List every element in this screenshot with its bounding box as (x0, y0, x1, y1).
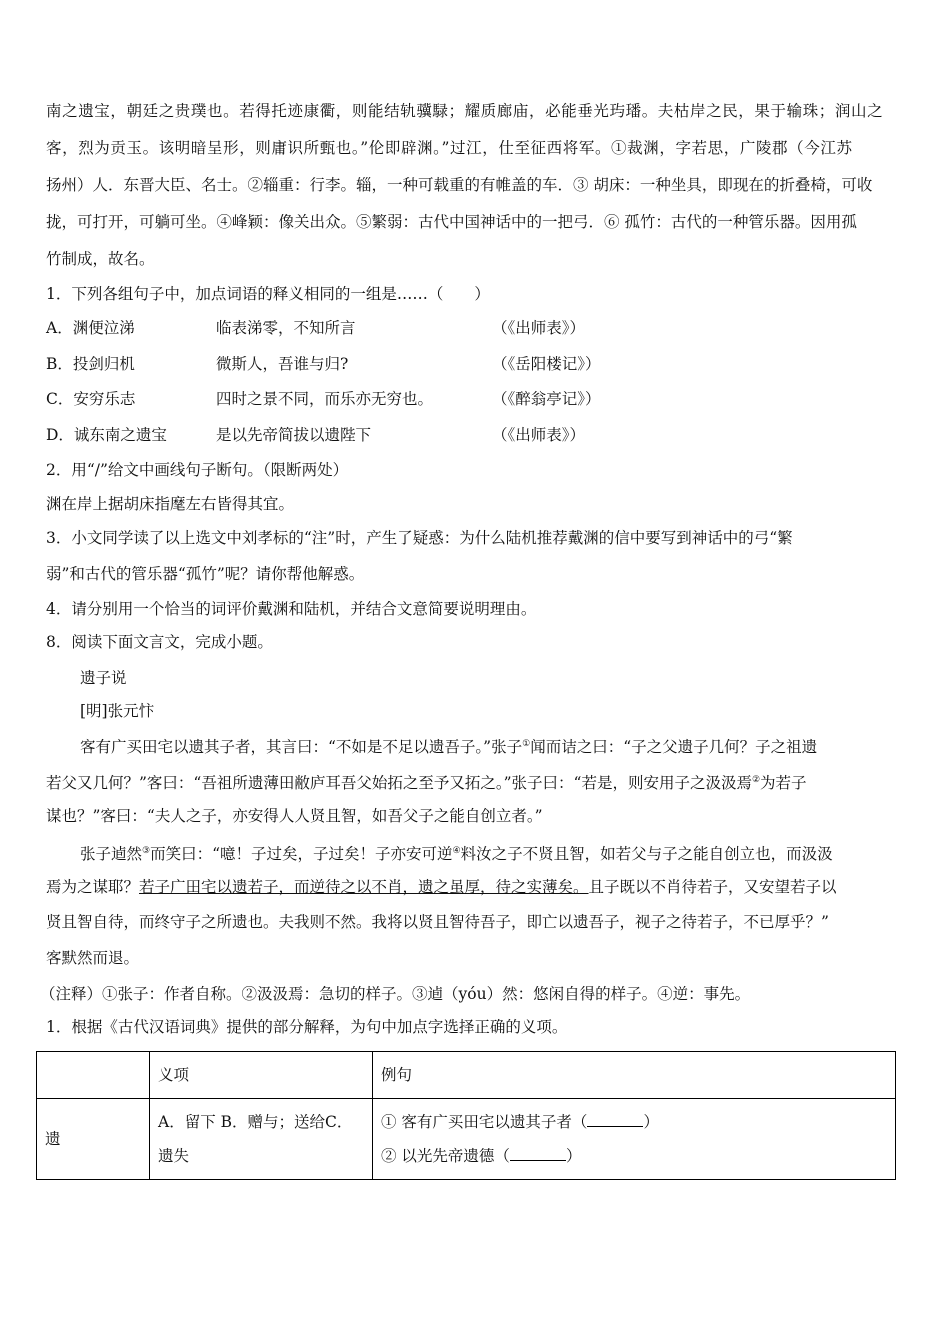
question-2-prompt: 2．用“/”给文中画线句子断句。（限断两处） (46, 461, 349, 479)
option-source: （《出师表》） (492, 426, 586, 444)
question-4: 4．请分别用一个恰当的词评价戴渊和陆机，并结合文意简要说明理由。 (46, 600, 537, 618)
passage-line: 客默然而退。 (46, 949, 140, 967)
table-cell-meanings: A．留下 B．赠与；送给C． 遗失 (150, 1099, 373, 1180)
option-sentence: 四时之景不同，而乐亦无穷也。 (216, 390, 434, 408)
underlined-sentence: 若子广田宅以遗若子，而逆待之以不肖，遗之虽厚，待之实薄矣。 (139, 878, 589, 896)
dictionary-table (36, 1051, 896, 1180)
sub-question-1: 1．根据《古代汉语词典》提供的部分解释，为句中加点字选择正确的义项。 (46, 1018, 568, 1036)
passage-title: 遗子说 (80, 669, 127, 687)
table-header-cell: 义项 (150, 1052, 373, 1099)
passage-line: 谋也？”客曰：“夫人之子，亦安得人人贤且智，如吾父子之能自创立者。” (46, 807, 543, 825)
passage-notes: （注释）①张子：作者自称。②汲汲焉：急切的样子。③逌（yóu）然：悠闲自得的样子。④逆：事先。 (40, 985, 751, 1003)
passage-line: 南之遗宝，朝廷之贵璞也。若得托迹康衢，则能结轨骥騄；耀质廊庙，必能垂光玙璠。夫枯岸之民，果于输珠；润山之 (46, 102, 884, 120)
option-sentence: 临表涕零，不知所言 (216, 319, 356, 337)
table-row (37, 1099, 896, 1180)
option-source: （《出师表》） (492, 319, 586, 337)
table-header-row (37, 1052, 896, 1099)
question-2-sentence: 渊在岸上据胡床指麾左右皆得其宜。 (46, 495, 295, 513)
answer-blank[interactable] (510, 1146, 566, 1161)
table-cell-word: 遗 (37, 1099, 150, 1180)
passage-line: 若父又几何？”客曰：“吾祖所遗薄田敝庐耳吾父始拓之至予又拓之。”张子曰：“若是，则安用子之汲汲焉②为若子 (46, 774, 807, 792)
table-header-cell: 例句 (373, 1052, 896, 1099)
passage-author: [明]张元忭 (80, 702, 155, 720)
passage-line: 焉为之谋耶？若子广田宅以遗若子，而逆待之以不肖，遗之虽厚，待之实薄矣。且子既以不肖待若子，又安望若子以 (46, 878, 837, 896)
passage-line: 客有广买田宅以遗其子者，其言曰：“不如是不足以遗吾子。”张子①闻而诘之曰：“子之父遗子几何？子之祖遗 (80, 738, 818, 756)
option-sentence: 微斯人，吾谁与归? (216, 355, 349, 373)
question-3-line: 弱”和古代的管乐器“孤竹”呢？请你帮他解惑。 (46, 565, 365, 583)
option-sentence: 是以先帝简拔以遗陛下 (216, 426, 372, 444)
passage-line: 贤且智自待，而终守子之所遗也。夫我则不然。我将以贤且智待吾子，即亡以遗吾子，视子之待若子，不已厚乎？” (46, 913, 829, 931)
option-label: B．投剑归机 (46, 355, 135, 373)
passage-line: 客，烈为贡玉。该明暗呈形，则庸识所甄也。”伦即辟渊。”过江，仕至征西将军。①裁渊，字若思，广陵郡（今江苏 (46, 139, 853, 157)
option-label: A．渊便泣涕 (46, 319, 135, 337)
option-label: D．诚东南之遗宝 (46, 426, 167, 444)
passage-line: 拢，可打开，可躺可坐。④峰颖：像关出众。⑤繁弱：古代中国神话中的一把弓．⑥ 孤竹：古代的一种管乐器。因用孤 (46, 213, 857, 231)
question-8: 8．阅读下面文言文，完成小题。 (46, 633, 273, 651)
option-source: （《岳阳楼记》） (492, 355, 601, 373)
table-header-cell (37, 1052, 150, 1099)
question-3-line: 3．小文同学读了以上选文中刘孝标的“注”时，产生了疑惑：为什么陆机推荐戴渊的信中要写到神话中的弓“繁 (46, 529, 793, 547)
passage-line: 扬州）人．东晋大臣、名士。②辎重：行李。辎，一种可载重的有帷盖的车．③ 胡床：一种坐具，即现在的折叠椅，可收 (46, 176, 873, 194)
answer-blank[interactable] (587, 1112, 643, 1127)
table-cell-examples: ① 客有广买田宅以遗其子者（ ） ② 以光先帝遗德（ ） (373, 1099, 896, 1180)
passage-line: 竹制成，故名。 (46, 250, 155, 268)
question-1-prompt: 1．下列各组句子中，加点词语的释义相同的一组是……（ ） (46, 285, 490, 303)
option-source: （《醉翁亭记》） (492, 390, 601, 408)
passage-line: 张子逌然③而笑曰：“噫！子过矣，子过矣！子亦安可逆④料汝之子不贤且智，如若父与子之能自创立也，而汲汲 (80, 845, 833, 863)
option-label: C．安穷乐志 (46, 390, 136, 408)
